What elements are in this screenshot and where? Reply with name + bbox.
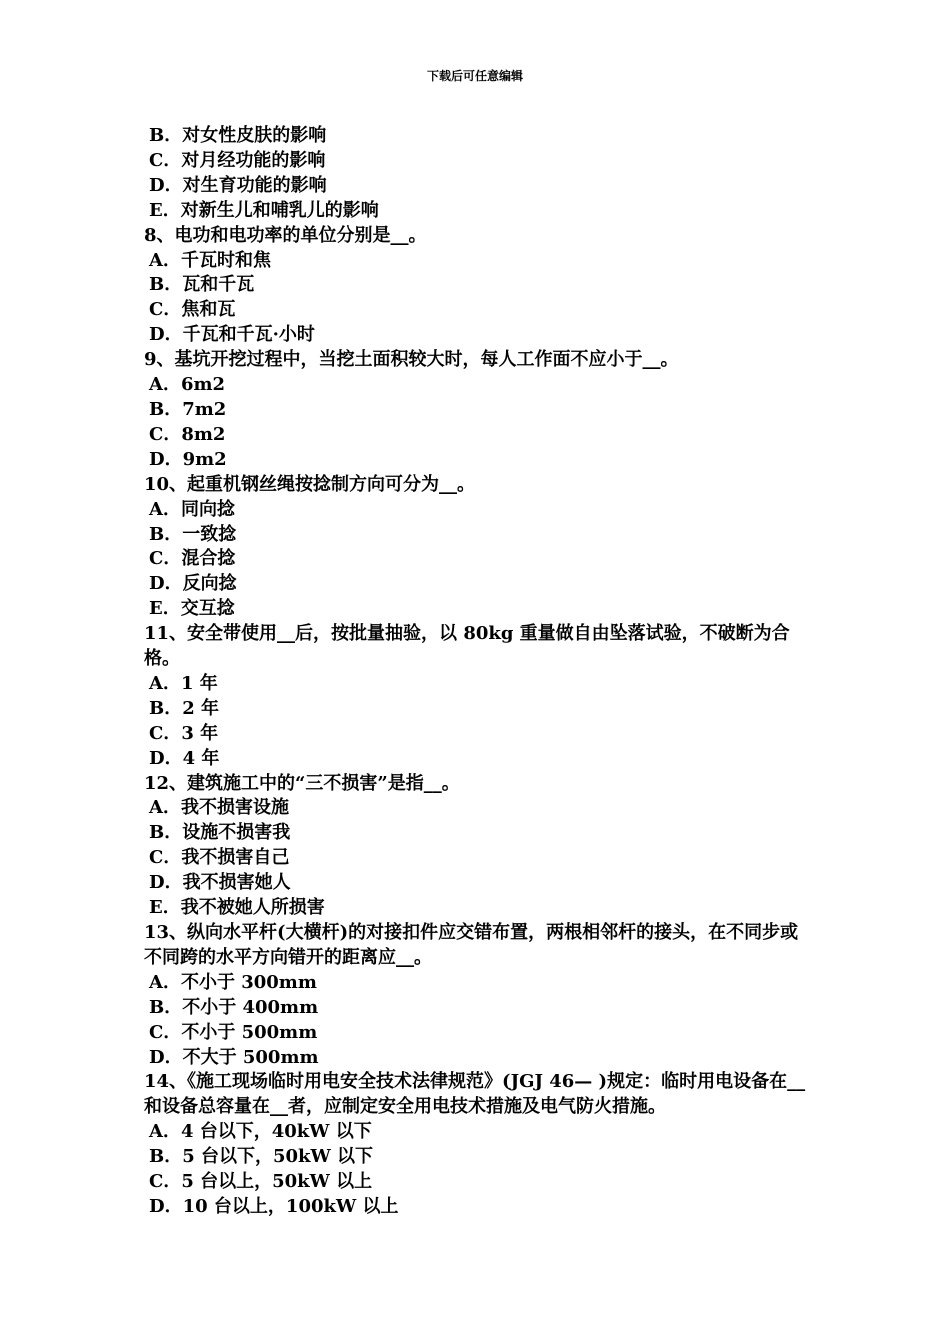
- option: B．不小于 400mm: [149, 996, 319, 1018]
- option: C．8m2: [149, 423, 226, 445]
- question-stem: 8、电功和电功率的单位分别是__。: [144, 224, 427, 246]
- question-stem: 9、基坑开挖过程中，当挖土面积较大时，每人工作面不应小于__。: [144, 349, 679, 371]
- option: C．5 台以上，50kW 以上: [149, 1171, 373, 1193]
- option: C．不小于 500mm: [149, 1021, 318, 1043]
- option: B．一致捻: [149, 523, 237, 545]
- option: D．反向捻: [149, 573, 237, 595]
- option: A．我不损害设施: [149, 797, 289, 819]
- option: B．7m2: [149, 398, 227, 420]
- option: D．4 年: [149, 747, 220, 769]
- question-list: [144, 124, 814, 1220]
- option: D．不大于 500mm: [149, 1046, 319, 1068]
- question-stem: 10、起重机钢丝绳按捻制方向可分为__。: [144, 473, 476, 495]
- option: C．对月经功能的影响: [149, 149, 326, 171]
- option: E．交互捻: [149, 598, 235, 620]
- question-stem: 14、《施工现场临时用电安全技术法律规范》(JGJ 46— )规定：临时用电设备在__和设备总容量在__者，应制定安全用电技术措施及电气防火措施。: [144, 1071, 806, 1118]
- option: C．混合捻: [149, 548, 236, 570]
- question-stem: 12、建筑施工中的“三不损害”是指__。: [144, 772, 460, 794]
- option: A．同向捻: [149, 498, 235, 520]
- option: D．我不损害她人: [149, 872, 291, 894]
- option: C．3 年: [149, 722, 219, 744]
- option: B．5 台以下，50kW 以下: [149, 1146, 374, 1168]
- option: B．对女性皮肤的影响: [149, 125, 327, 146]
- option: E．对新生儿和哺乳儿的影响: [149, 199, 379, 221]
- option: B．2 年: [149, 697, 220, 719]
- option: D．对生育功能的影响: [149, 174, 327, 196]
- option: A．6m2: [149, 374, 226, 396]
- option: B．瓦和千瓦: [149, 274, 255, 296]
- question-stem: 13、纵向水平杆(大横杆)的对接扣件应交错布置，两根相邻杆的接头，在不同步或不同跨的水平方向错开的距离应__。: [144, 922, 799, 968]
- option: D．千瓦和千瓦·小时: [149, 324, 315, 346]
- option: C．焦和瓦: [149, 299, 236, 321]
- option: C．我不损害自己: [149, 847, 290, 869]
- question-stem: 11、安全带使用__后，按批量抽验，以 80kg 重量做自由坠落试验，不破断为合格。: [144, 623, 790, 670]
- option: A．不小于 300mm: [149, 971, 317, 993]
- page-header: 下载后可任意编辑: [426, 69, 523, 83]
- option: A．千瓦时和焦: [149, 249, 271, 271]
- option: A．4 台以下，40kW 以下: [149, 1121, 372, 1143]
- option: D．10 台以上，100kW 以上: [149, 1195, 399, 1217]
- option: B．设施不损害我: [149, 822, 291, 844]
- option: A．1 年: [149, 672, 218, 694]
- option: E．我不被她人所损害: [149, 897, 325, 919]
- option: D．9m2: [149, 448, 227, 470]
